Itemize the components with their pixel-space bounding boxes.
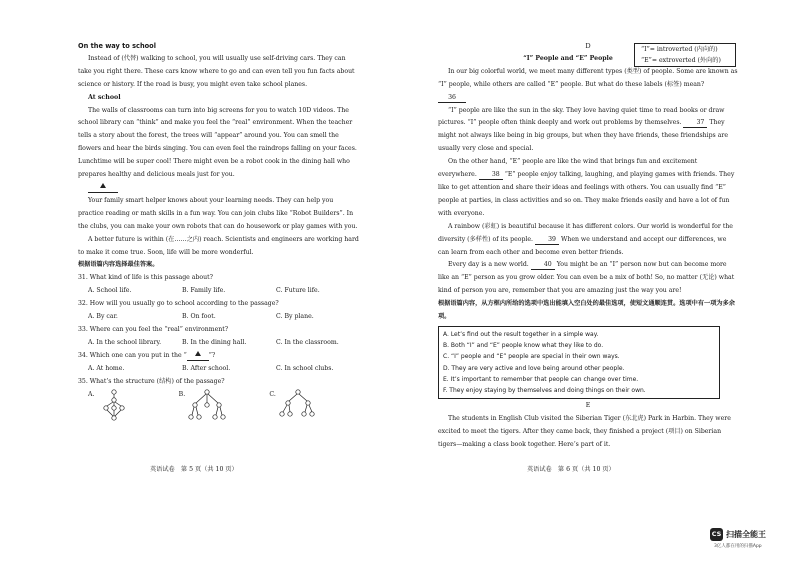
blank-line bbox=[78, 182, 360, 195]
section-e-label: E bbox=[585, 402, 591, 410]
q32-options bbox=[78, 311, 360, 324]
choice-item[interactable]: D. They are very active and love being around other people. bbox=[443, 364, 625, 372]
blank-40[interactable]: 40 bbox=[531, 260, 555, 270]
tree-diagram-c-icon bbox=[276, 389, 320, 423]
option[interactable]: C. In the classroom. bbox=[276, 338, 339, 346]
question-33: 33. Where can you feel the “real” environment? bbox=[78, 325, 229, 333]
right-para-e: The students in English Club visited the Siberian Tiger (东北虎) Park in Harbin. They were excited to meet the tigers. After they came back, they finished a project (项目) on Siberian tigers—making a class book together. Here’s part of it. bbox=[438, 415, 731, 448]
left-page bbox=[78, 40, 360, 423]
right-para-3: On the other hand, “E” people are like the wind that brings fun and excitement everywhere. 38 “E” people enjoy talking, laughing, and playing games with friends. They like to get attention and share their ideas and feelings with others. You can usually find “E” people at parties, in class activities and so on. They make friends easily and have a lot of fun with everyone. bbox=[438, 158, 735, 217]
option-label: B. bbox=[178, 391, 186, 399]
question-31: 31. What kind of life is this passage about? bbox=[78, 274, 213, 282]
definition-i: “I”= introverted (内向的) bbox=[641, 46, 718, 53]
left-para-1: Instead of (代替) walking to school, you will usually use self-driving cars. They can take you right there. These cars know where to go and can even tell you fun facts about science or history. If the road is busy, you might even take school planes. bbox=[78, 54, 355, 88]
q33-options bbox=[78, 337, 360, 350]
left-para-2: The walls of classrooms can turn into big screens for you to watch 10D videos. The school library can “think” and make you feel the “real” environment. When the teacher tells a story about the forest, the trees will “appear” around you. You can smell the flowers and hear the birds singing. You can even feel the raindrops falling on your faces. Lunchtime will be super cool! There might even be a robot cook in the dining hall who prepares healthy and delicious meals just for you. bbox=[78, 106, 357, 179]
option[interactable]: B. Family life. bbox=[182, 287, 226, 295]
option[interactable]: B. After school. bbox=[182, 364, 231, 372]
right-page bbox=[438, 40, 738, 452]
q34-options bbox=[78, 363, 360, 376]
question-34: 34. Which one can you put in the “ ”? bbox=[78, 351, 216, 359]
option-label: A. bbox=[88, 391, 95, 399]
right-para-2: “I” people are like the sun in the sky. They love having quiet time to read books or draw pictures. “I” people often think deeply and work out problems by themselves. 37 They might not always like being in big groups, but when they have friends, these friendships are usually very close and special. bbox=[438, 106, 728, 153]
option[interactable]: B. In the dining hall. bbox=[182, 338, 247, 346]
camscanner-logo-icon: CS bbox=[710, 528, 723, 541]
tree-diagram-b-icon bbox=[185, 389, 229, 423]
q35-structure-options bbox=[78, 389, 360, 423]
left-subheading: At school bbox=[88, 93, 121, 101]
left-instruction: 根据语篇内容选择最佳答案。 bbox=[78, 261, 159, 269]
option[interactable]: A. By car. bbox=[88, 313, 118, 321]
blank-39[interactable]: 39 bbox=[535, 235, 559, 245]
blank-36[interactable]: 36 bbox=[438, 93, 466, 103]
question-32: 32. How will you usually go to school according to the passage? bbox=[78, 300, 279, 308]
structure-option-b[interactable] bbox=[179, 389, 270, 423]
left-para-4: A better future is within (在……之内) reach. Scientists and engineers are working hard to make it come true. Soon, life will be more wonderful. bbox=[78, 235, 359, 256]
option[interactable]: C. Future life. bbox=[276, 287, 320, 295]
choices-box bbox=[438, 326, 720, 399]
definition-box bbox=[634, 43, 736, 67]
blank-37[interactable]: 37 bbox=[683, 118, 707, 128]
right-para-5: Every day is a new world. 40 You might be an “I” person now but can become more like an “E” person as you grow older. You can even be a mix of both! So, no matter (无论) what kind of person you are, remember that you are amazing just the way you are! bbox=[438, 261, 735, 295]
q31-options bbox=[78, 285, 360, 298]
question-35: 35. What’s the structure (结构) of the passage? bbox=[78, 377, 225, 385]
right-para-1: In our big colorful world, we meet many different types (类型) of people. Some are known as “I” people, while others are called “E” people. But what do these labels (标签) mean? bbox=[438, 67, 738, 88]
tree-diagram-a-icon bbox=[94, 389, 134, 423]
structure-option-c[interactable] bbox=[269, 389, 360, 423]
right-page-footer: 英语试卷 第 6 页（共 10 页） bbox=[527, 466, 615, 473]
right-title: “I” People and “E” People bbox=[523, 54, 613, 62]
definition-e: “E”= extroverted (外向的) bbox=[641, 57, 721, 64]
option[interactable]: C. In school clubs. bbox=[276, 364, 334, 372]
scanner-app-name: 扫描全能王 bbox=[726, 530, 766, 539]
triangle-icon bbox=[195, 351, 201, 356]
choice-item[interactable]: B. Both “I” and “E” people know what they like to do. bbox=[443, 342, 604, 350]
choice-item[interactable]: F. They enjoy staying by themselves and doing things on their own. bbox=[443, 386, 646, 394]
option[interactable]: C. By plane. bbox=[276, 313, 314, 321]
left-para-3: Your family smart helper knows about your learning needs. They can help you practice reading or math skills in a fun way. You can join clubs like “Robot Builders”. In the clubs, you can make your own robots that can do housework or play games with you. bbox=[78, 196, 358, 230]
left-title: On the way to school bbox=[78, 42, 156, 50]
choice-item[interactable]: A. Let’s find out the result together in a simple way. bbox=[443, 330, 599, 338]
option-label: C. bbox=[269, 391, 276, 399]
option[interactable]: A. In the school library. bbox=[88, 338, 162, 346]
section-d-label: D bbox=[585, 42, 591, 50]
scanner-tagline: 3亿人都在用的扫描App bbox=[714, 544, 762, 549]
option[interactable]: B. On foot. bbox=[182, 313, 216, 321]
option[interactable]: A. School life. bbox=[88, 287, 132, 295]
option[interactable]: A. At home. bbox=[88, 364, 125, 372]
blank-36-line bbox=[438, 92, 738, 105]
right-instruction: 根据语篇内容，从方框内所给的选项中选出能填入空白处的最佳选项，使短文通顺连贯。选项中有一项为多余项。 bbox=[438, 300, 735, 321]
scanner-watermark bbox=[710, 528, 782, 552]
triangle-icon bbox=[100, 183, 106, 188]
left-page-footer: 英语试卷 第 5 页（共 10 页） bbox=[150, 466, 238, 473]
right-para-4: A rainbow (彩虹) is beautiful because it has different colors. Our world is wonderful for the diversity (多样性) of its people. 39 When we understand and accept our differences, we can learn from each other and become even better friends. bbox=[438, 222, 733, 256]
choice-item[interactable]: E. It’s important to remember that people can change over time. bbox=[443, 375, 639, 383]
structure-option-a[interactable] bbox=[78, 389, 179, 423]
blank-38[interactable]: 38 bbox=[479, 170, 503, 180]
choice-item[interactable]: C. “I” people and “E” people are special in their own ways. bbox=[443, 353, 620, 361]
